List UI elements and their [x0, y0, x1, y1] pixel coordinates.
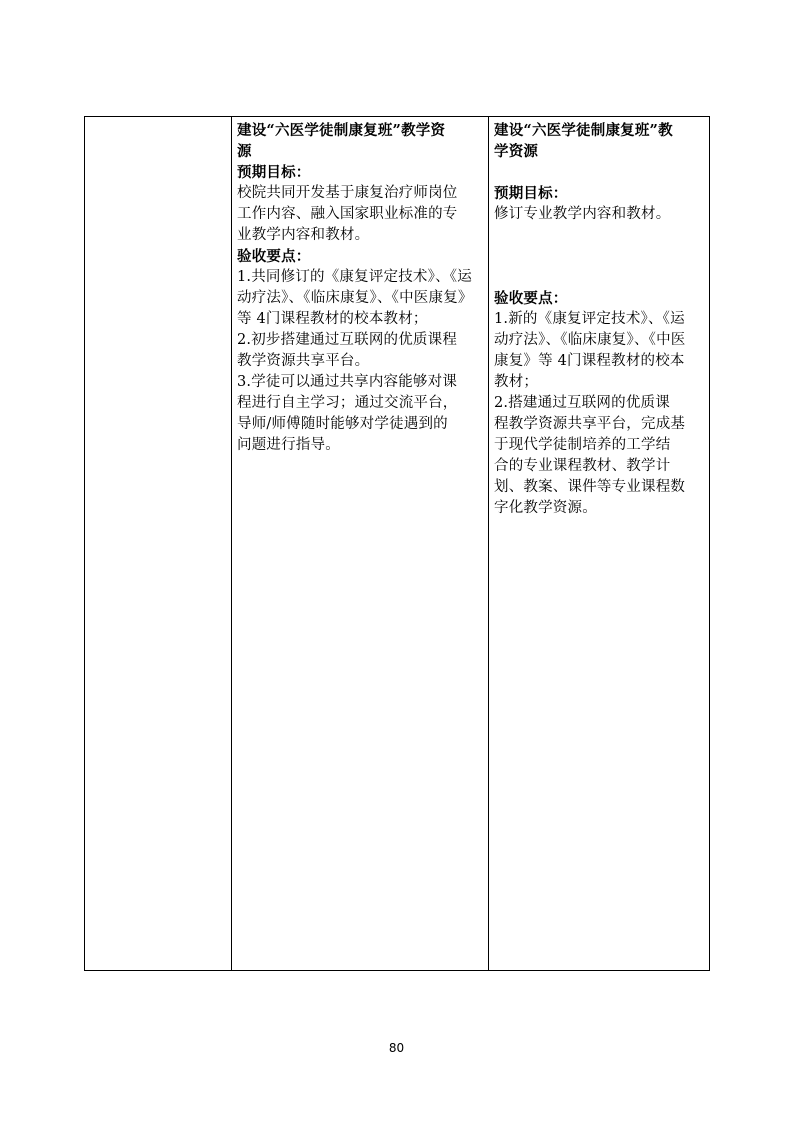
middle-check-line: 程进行自主学习；通过交流平台，: [237, 395, 458, 411]
right-check-line: 合的专业课程教材、教学计: [494, 458, 671, 474]
middle-check-line: 动疗法》、《临床康复》、《中医康复》: [237, 290, 473, 306]
middle-title-line: 建设“六医学徒制康复班”教学资: [237, 122, 446, 139]
document-table: [84, 116, 710, 971]
middle-goal-heading: 预期目标：: [237, 164, 311, 181]
right-check-line: 字化教学资源。: [494, 500, 597, 516]
right-title-line: 建设“六医学徒制康复班”教: [494, 122, 673, 139]
middle-goal-line: 校院共同开发基于康复治疗师岗位: [237, 185, 458, 201]
right-cell: [489, 117, 709, 970]
spacer: [494, 267, 705, 288]
spacer: [494, 246, 705, 267]
middle-title-line: 源: [237, 143, 252, 160]
middle-check-line: 3.学徒可以通过共享内容能够对课: [237, 374, 458, 390]
middle-check-line: 问题进行指导。: [237, 437, 340, 453]
middle-cell: [232, 117, 489, 970]
middle-check-line: 等 4门课程教材的校本教材；: [237, 311, 428, 327]
right-goal-heading: 预期目标：: [494, 185, 568, 202]
right-check-line: 教材；: [494, 374, 539, 390]
middle-goal-line: 工作内容、融入国家职业标准的专: [237, 206, 458, 222]
spacer: [494, 225, 705, 246]
right-check-line: 划、教案、课件等专业课程数: [494, 479, 686, 495]
right-check-line: 康复》等 4门课程教材的校本: [494, 353, 685, 369]
middle-goal-line: 业教学内容和教材。: [237, 227, 370, 243]
spacer: [494, 162, 705, 183]
right-check-line: 程教学资源共享平台，完成基: [494, 416, 686, 432]
middle-check-line: 1.共同修订的《康复评定技术》、《运: [237, 269, 472, 285]
middle-check-line: 导师/师傅随时能够对学徒遇到的: [237, 416, 448, 432]
right-check-line: 2.搭建通过互联网的优质课: [494, 395, 670, 411]
middle-check-heading: 验收要点：: [237, 248, 311, 265]
right-check-line: 于现代学徒制培养的工学结: [494, 437, 671, 453]
empty-left-cell: [85, 117, 232, 970]
middle-check-line: 2.初步搭建通过互联网的优质课程: [237, 332, 458, 348]
page-number: 80: [388, 1041, 405, 1055]
right-check-heading: 验收要点：: [494, 290, 568, 307]
right-check-line: 1.新的《康复评定技术》、《运: [494, 311, 685, 327]
right-check-line: 动疗法》、《临床康复》、《中医: [494, 332, 686, 348]
right-title-line: 学资源: [494, 143, 539, 160]
middle-check-line: 教学资源共享平台。: [237, 353, 370, 369]
right-goal-line: 修订专业教学内容和教材。: [494, 206, 671, 222]
